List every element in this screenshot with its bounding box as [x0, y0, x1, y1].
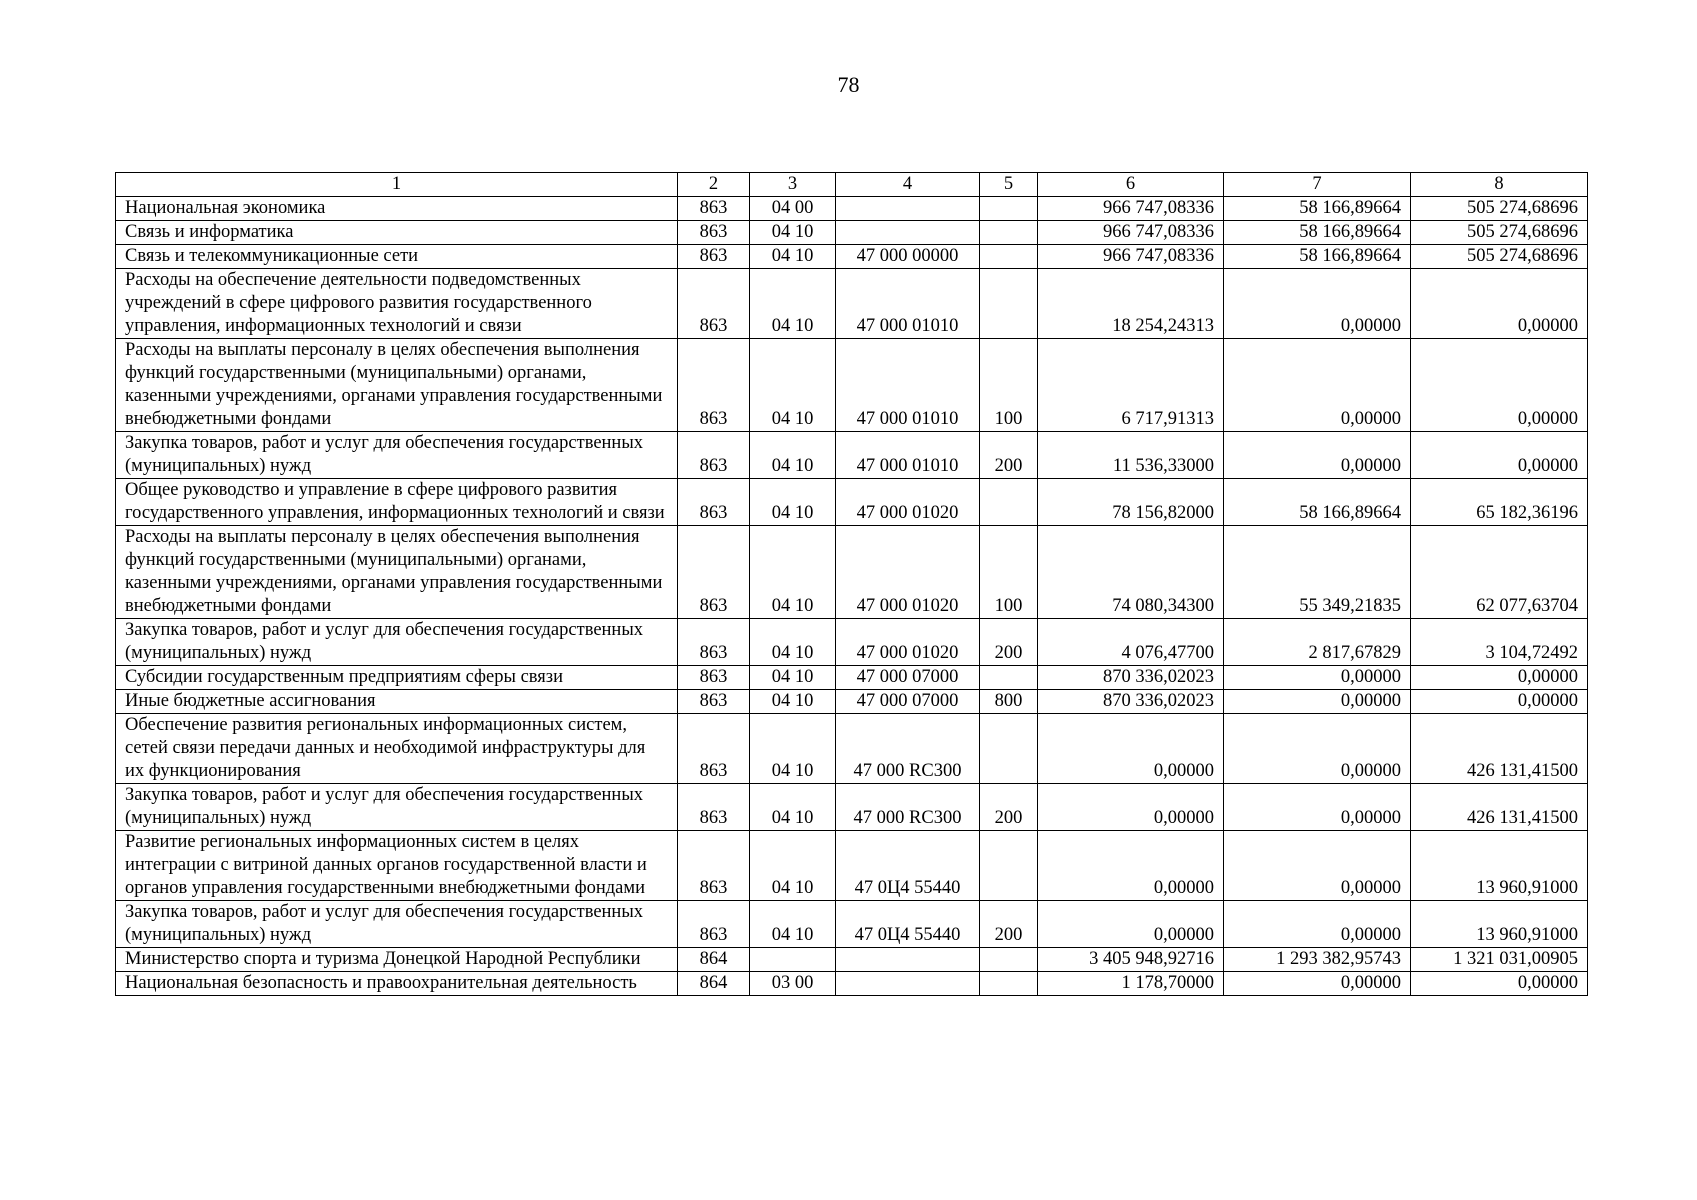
- amount-col6-cell: 966 747,08336: [1038, 221, 1224, 245]
- ministry-code-cell: 863: [678, 901, 750, 948]
- header-cell: 7: [1224, 173, 1411, 197]
- item-name-cell: Расходы на обеспечение деятельности подведомственных учреждений в сфере цифрового развития государственного управления, информационных технологий и связи: [116, 269, 678, 339]
- item-name-cell: Обеспечение развития региональных информационных систем, сетей связи передачи данных и необходимой инфраструктуры для их функционирования: [116, 714, 678, 784]
- item-name-cell: Национальная безопасность и правоохранительная деятельность: [116, 972, 678, 996]
- item-name-cell: Национальная экономика: [116, 197, 678, 221]
- ministry-code-cell: 863: [678, 690, 750, 714]
- amount-col7-cell: 58 166,89664: [1224, 221, 1411, 245]
- amount-col8-cell: 0,00000: [1411, 972, 1588, 996]
- expense-type-cell: 100: [980, 339, 1038, 432]
- target-article-cell: 47 000 07000: [836, 690, 980, 714]
- section-code-cell: 04 10: [750, 269, 836, 339]
- ministry-code-cell: 863: [678, 432, 750, 479]
- table-row: [116, 972, 1588, 996]
- target-article-cell: [836, 948, 980, 972]
- amount-col8-cell: 505 274,68696: [1411, 221, 1588, 245]
- ministry-code-cell: 863: [678, 269, 750, 339]
- amount-col8-cell: 1 321 031,00905: [1411, 948, 1588, 972]
- table-row: [116, 690, 1588, 714]
- expense-type-cell: 200: [980, 901, 1038, 948]
- target-article-cell: 47 000 01020: [836, 526, 980, 619]
- item-name-cell: Закупка товаров, работ и услуг для обеспечения государственных (муниципальных) нужд: [116, 432, 678, 479]
- expense-type-cell: 800: [980, 690, 1038, 714]
- table-body: [116, 173, 1588, 996]
- header-cell: 8: [1411, 173, 1588, 197]
- item-name-cell: Расходы на выплаты персоналу в целях обеспечения выполнения функций государственными (муниципальными) органами, казенными учреждениями, органами управления государственными внебюджетными фондами: [116, 526, 678, 619]
- expense-type-cell: [980, 197, 1038, 221]
- expense-type-cell: [980, 221, 1038, 245]
- amount-col7-cell: 0,00000: [1224, 831, 1411, 901]
- target-article-cell: 47 000 01020: [836, 619, 980, 666]
- amount-col7-cell: 0,00000: [1224, 269, 1411, 339]
- expense-type-cell: 200: [980, 784, 1038, 831]
- ministry-code-cell: 864: [678, 972, 750, 996]
- amount-col8-cell: 13 960,91000: [1411, 831, 1588, 901]
- target-article-cell: 47 000 01020: [836, 479, 980, 526]
- section-code-cell: 04 10: [750, 901, 836, 948]
- item-name-cell: Связь и информатика: [116, 221, 678, 245]
- amount-col7-cell: 0,00000: [1224, 784, 1411, 831]
- expense-type-cell: 200: [980, 619, 1038, 666]
- item-name-cell: Связь и телекоммуникационные сети: [116, 245, 678, 269]
- table-row: [116, 269, 1588, 339]
- section-code-cell: 04 10: [750, 714, 836, 784]
- table-row: [116, 221, 1588, 245]
- target-article-cell: 47 000 01010: [836, 432, 980, 479]
- amount-col8-cell: 0,00000: [1411, 666, 1588, 690]
- expense-type-cell: 100: [980, 526, 1038, 619]
- amount-col7-cell: 0,00000: [1224, 901, 1411, 948]
- amount-col7-cell: 55 349,21835: [1224, 526, 1411, 619]
- header-cell: 6: [1038, 173, 1224, 197]
- section-code-cell: 04 10: [750, 432, 836, 479]
- item-name-cell: Иные бюджетные ассигнования: [116, 690, 678, 714]
- ministry-code-cell: 863: [678, 714, 750, 784]
- amount-col8-cell: 0,00000: [1411, 339, 1588, 432]
- item-name-cell: Закупка товаров, работ и услуг для обеспечения государственных (муниципальных) нужд: [116, 784, 678, 831]
- amount-col7-cell: 58 166,89664: [1224, 197, 1411, 221]
- expense-type-cell: [980, 972, 1038, 996]
- amount-col8-cell: 0,00000: [1411, 432, 1588, 479]
- page-number: 78: [837, 72, 860, 97]
- amount-col6-cell: 4 076,47700: [1038, 619, 1224, 666]
- table-row: [116, 666, 1588, 690]
- table-row: [116, 245, 1588, 269]
- expense-type-cell: [980, 666, 1038, 690]
- table-row: [116, 714, 1588, 784]
- target-article-cell: 47 000 RC300: [836, 784, 980, 831]
- column-number-row: [116, 173, 1588, 197]
- section-code-cell: 04 10: [750, 831, 836, 901]
- amount-col8-cell: 505 274,68696: [1411, 197, 1588, 221]
- section-code-cell: 04 10: [750, 690, 836, 714]
- amount-col8-cell: 505 274,68696: [1411, 245, 1588, 269]
- target-article-cell: 47 0Ц4 55440: [836, 831, 980, 901]
- section-code-cell: 04 10: [750, 784, 836, 831]
- amount-col8-cell: 0,00000: [1411, 269, 1588, 339]
- target-article-cell: [836, 221, 980, 245]
- section-code-cell: 04 10: [750, 666, 836, 690]
- amount-col7-cell: 0,00000: [1224, 690, 1411, 714]
- amount-col6-cell: 6 717,91313: [1038, 339, 1224, 432]
- section-code-cell: [750, 948, 836, 972]
- amount-col6-cell: 78 156,82000: [1038, 479, 1224, 526]
- table-row: [116, 831, 1588, 901]
- table-row: [116, 948, 1588, 972]
- expense-type-cell: [980, 479, 1038, 526]
- table-row: [116, 619, 1588, 666]
- amount-col6-cell: 18 254,24313: [1038, 269, 1224, 339]
- amount-col6-cell: 0,00000: [1038, 714, 1224, 784]
- amount-col6-cell: 74 080,34300: [1038, 526, 1224, 619]
- amount-col6-cell: 11 536,33000: [1038, 432, 1224, 479]
- section-code-cell: 04 10: [750, 339, 836, 432]
- table-row: [116, 432, 1588, 479]
- ministry-code-cell: 863: [678, 221, 750, 245]
- amount-col8-cell: 426 131,41500: [1411, 714, 1588, 784]
- amount-col7-cell: 0,00000: [1224, 339, 1411, 432]
- ministry-code-cell: 863: [678, 339, 750, 432]
- item-name-cell: Расходы на выплаты персоналу в целях обеспечения выполнения функций государственными (муниципальными) органами, казенными учреждениями, органами управления государственными внебюджетными фондами: [116, 339, 678, 432]
- amount-col8-cell: 426 131,41500: [1411, 784, 1588, 831]
- table-row: [116, 339, 1588, 432]
- expense-type-cell: [980, 245, 1038, 269]
- target-article-cell: 47 000 01010: [836, 269, 980, 339]
- ministry-code-cell: 863: [678, 245, 750, 269]
- amount-col7-cell: 0,00000: [1224, 432, 1411, 479]
- header-cell: 1: [116, 173, 678, 197]
- ministry-code-cell: 863: [678, 831, 750, 901]
- ministry-code-cell: 863: [678, 526, 750, 619]
- expense-type-cell: [980, 714, 1038, 784]
- section-code-cell: 04 10: [750, 526, 836, 619]
- item-name-cell: Закупка товаров, работ и услуг для обеспечения государственных (муниципальных) нужд: [116, 619, 678, 666]
- target-article-cell: 47 000 RC300: [836, 714, 980, 784]
- amount-col6-cell: 870 336,02023: [1038, 690, 1224, 714]
- item-name-cell: Общее руководство и управление в сфере цифрового развития государственного управления, информационных технологий и связи: [116, 479, 678, 526]
- ministry-code-cell: 863: [678, 197, 750, 221]
- expense-type-cell: [980, 948, 1038, 972]
- item-name-cell: Субсидии государственным предприятиям сферы связи: [116, 666, 678, 690]
- header-cell: 2: [678, 173, 750, 197]
- ministry-code-cell: 863: [678, 666, 750, 690]
- amount-col6-cell: 966 747,08336: [1038, 245, 1224, 269]
- ministry-code-cell: 864: [678, 948, 750, 972]
- amount-col6-cell: 966 747,08336: [1038, 197, 1224, 221]
- ministry-code-cell: 863: [678, 479, 750, 526]
- expense-type-cell: [980, 831, 1038, 901]
- amount-col6-cell: 870 336,02023: [1038, 666, 1224, 690]
- header-cell: 4: [836, 173, 980, 197]
- target-article-cell: 47 0Ц4 55440: [836, 901, 980, 948]
- target-article-cell: [836, 972, 980, 996]
- section-code-cell: 04 10: [750, 245, 836, 269]
- amount-col6-cell: 0,00000: [1038, 901, 1224, 948]
- amount-col8-cell: 65 182,36196: [1411, 479, 1588, 526]
- header-cell: 3: [750, 173, 836, 197]
- amount-col8-cell: 3 104,72492: [1411, 619, 1588, 666]
- amount-col7-cell: 0,00000: [1224, 714, 1411, 784]
- section-code-cell: 03 00: [750, 972, 836, 996]
- amount-col6-cell: 3 405 948,92716: [1038, 948, 1224, 972]
- amount-col7-cell: 58 166,89664: [1224, 245, 1411, 269]
- target-article-cell: 47 000 01010: [836, 339, 980, 432]
- target-article-cell: [836, 197, 980, 221]
- table-row: [116, 784, 1588, 831]
- amount-col7-cell: 0,00000: [1224, 666, 1411, 690]
- expense-type-cell: [980, 269, 1038, 339]
- ministry-code-cell: 863: [678, 784, 750, 831]
- table-row: [116, 901, 1588, 948]
- item-name-cell: Министерство спорта и туризма Донецкой Народной Республики: [116, 948, 678, 972]
- amount-col8-cell: 13 960,91000: [1411, 901, 1588, 948]
- amount-col8-cell: 62 077,63704: [1411, 526, 1588, 619]
- section-code-cell: 04 00: [750, 197, 836, 221]
- amount-col7-cell: 58 166,89664: [1224, 479, 1411, 526]
- target-article-cell: 47 000 07000: [836, 666, 980, 690]
- table-row: [116, 526, 1588, 619]
- item-name-cell: Развитие региональных информационных систем в целях интеграции с витриной данных органов государственной власти и органов управления государственными внебюджетными фондами: [116, 831, 678, 901]
- budget-table: [115, 172, 1588, 996]
- amount-col8-cell: 0,00000: [1411, 690, 1588, 714]
- target-article-cell: 47 000 00000: [836, 245, 980, 269]
- amount-col6-cell: 1 178,70000: [1038, 972, 1224, 996]
- amount-col7-cell: 0,00000: [1224, 972, 1411, 996]
- header-cell: 5: [980, 173, 1038, 197]
- section-code-cell: 04 10: [750, 479, 836, 526]
- amount-col6-cell: 0,00000: [1038, 831, 1224, 901]
- table-row: [116, 197, 1588, 221]
- table-row: [116, 479, 1588, 526]
- item-name-cell: Закупка товаров, работ и услуг для обеспечения государственных (муниципальных) нужд: [116, 901, 678, 948]
- section-code-cell: 04 10: [750, 221, 836, 245]
- amount-col7-cell: 1 293 382,95743: [1224, 948, 1411, 972]
- expense-type-cell: 200: [980, 432, 1038, 479]
- amount-col7-cell: 2 817,67829: [1224, 619, 1411, 666]
- section-code-cell: 04 10: [750, 619, 836, 666]
- ministry-code-cell: 863: [678, 619, 750, 666]
- amount-col6-cell: 0,00000: [1038, 784, 1224, 831]
